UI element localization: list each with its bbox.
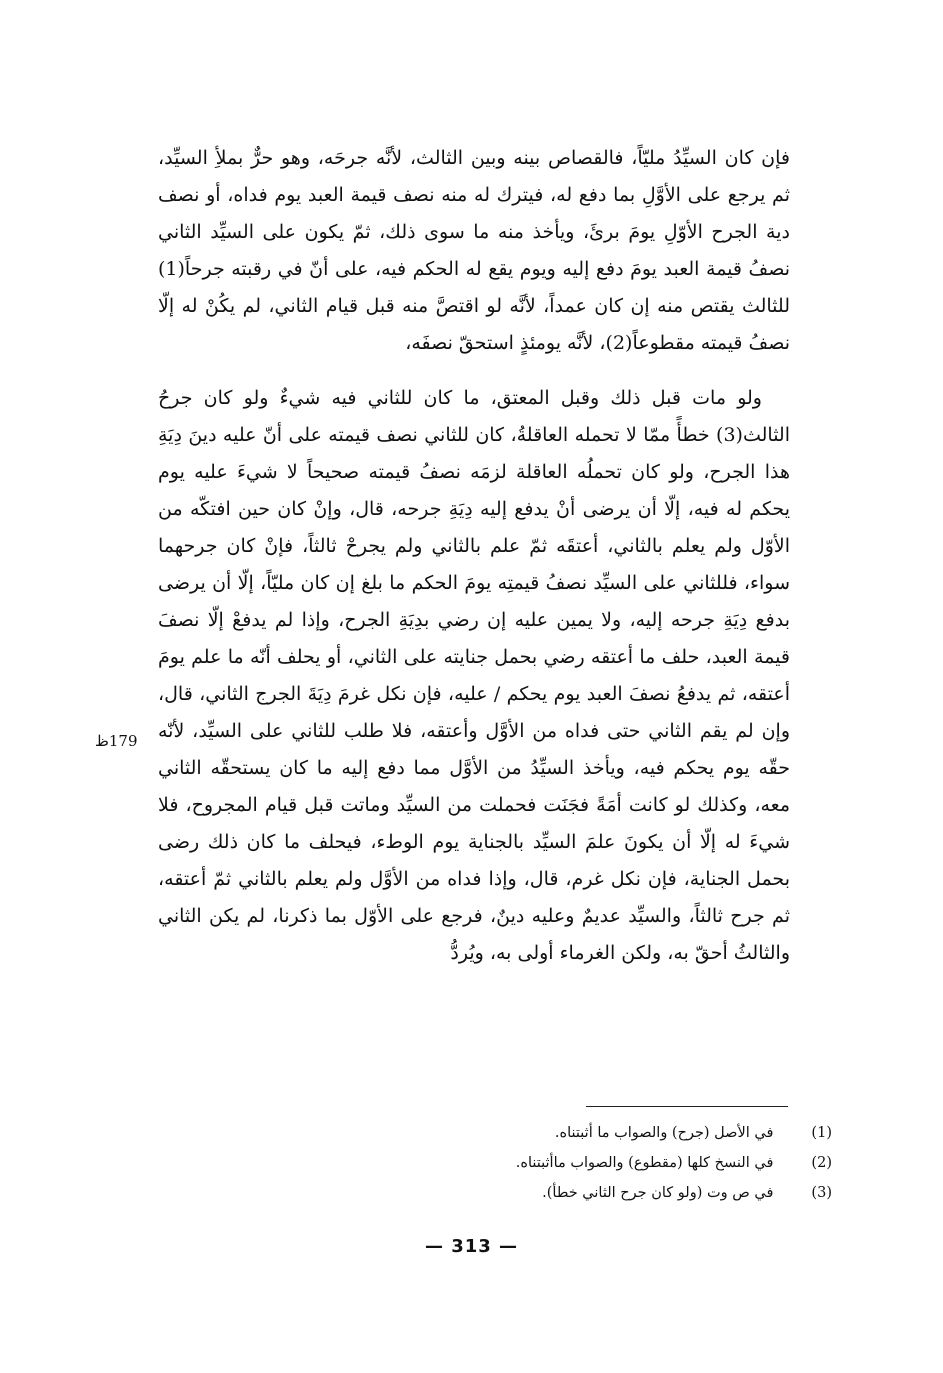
footnote-2: [300, 1148, 832, 1178]
paragraph-2: ولو مات قبل ذلك وقبل المعتق، ما كان للثاني فيه شيءٌ ولو كان جرحُ الثالث(3) خطأً ممّا لا تحمله العاقلةُ، كان للثاني نصف قيمته على أنّ عليه دينَ دِيَةِ هذا الجرح، ولو كان تحملُه العاقلة لزمَه نصفُ قيمته صحيحاً لا شيءَ عليه يوم يحكم له فيه، إلّا أن يرضى أنْ يدفع إليه دِيَةِ جرحه، قال، وإنْ كان حين افتكّه من الأوّل ولم يعلم بالثاني، أعتقَه ثمّ علم بالثاني ولم يجرحْ ثالثاً، فإنْ كان جرحهما سواء، فللثاني على السيِّد نصفُ قيمتِه يومَ الحكم ما بلغ إن كان مليّاً، إلّا أن يرضى بدفع دِيَةِ جرحه إليه، ولا يمين عليه إن رضي بدِيَةِ الجرح، وإذا لم يدفعْ إلّا نصفَ قيمة العبد، حلف ما أعتقه رضي بحمل جنايته على الثاني، أو يحلف أنّه ما علم يومَ أعتقه، ثم يدفعُ نصفَ العبد يوم يحكم / عليه، فإن نكل غرمَ دِيَةَ الجرج الثاني، قال، وإن لم يقم الثاني حتى فداه من الأوَّل وأعتقه، فلا طلب للثاني على السيِّد، لأنّه حقّه يوم يحكم فيه، ويأخذ السيِّدُ من الأوَّل مما دفع إليه ما كان يستحقّه الثاني معه، وكذلك لو كانت أمَةً فجَنَت فحملت من السيِّد وماتت قبل قيام المجروح، فلا شيءَ له إلّا أن يكونَ علمَ السيِّد بالجناية يوم الوطء، فيحلف ما كان ذلك رضى بحمل الجناية، فإن نكل غرم، قال، وإذا فداه من الأوَّل ولم يعلم بالثاني ثمّ أعتقه، ثم جرح ثالثاً، والسيِّد عديمٌ وعليه دينٌ، فرجع على الأوّل بما ذكرنا، لم يكن الثاني والثالثُ أحقّ به، ولكن الغرماء أولى به، ويُردُّ: [158, 387, 790, 964]
footnote-number: (2): [811, 1155, 832, 1171]
footnote-text: في ص وت (ولو كان جرح الثاني خطأ).: [542, 1185, 774, 1201]
page-number: — 313 —: [424, 1236, 519, 1257]
footnotes: [300, 1118, 832, 1208]
footnote-number: (3): [811, 1185, 832, 1201]
footnote-text: في الأصل (جرح) والصواب ما أثبتناه.: [554, 1125, 774, 1141]
manuscript-folio-note: 179ظ: [95, 732, 138, 750]
paragraph-1: فإن كان السيِّدُ مليّاً، فالقصاص بينه وبين الثالث، لأنَّه جرحَه، وهو حرٌّ بملأِ السيِّد، ثم يرجع على الأوَّلِ بما دفع له، فيترك له منه نصف قيمة العبد يوم فداه، أو نصف دية الجرح الأوّلِ يومَ برئَ، ويأخذ منه ما سوى ذلك، ثمّ يكون على السيِّد الثاني نصفُ قيمة العبد يومَ دفع إليه ويوم يقع له الحكم فيه، على أنّ في رقبته جرحاً(1) للثالث يقتص منه إن كان عمداً، لأنَّه لو اقتصَّ منه قبل قيام الثاني، لم يكُنْ له إلّا نصفُ قيمته مقطوعاً(2)، لأنَّه يومئذٍ استحقّ نصفَه،: [158, 147, 790, 354]
main-text: [158, 140, 790, 972]
footnote-1: [300, 1118, 832, 1148]
footnote-divider: [586, 1106, 788, 1107]
footnote-number: (1): [811, 1125, 832, 1141]
footnote-text: في النسخ كلها (مقطوع) والصواب ماأثبتناه.: [515, 1155, 774, 1171]
footnote-3: [300, 1178, 832, 1208]
